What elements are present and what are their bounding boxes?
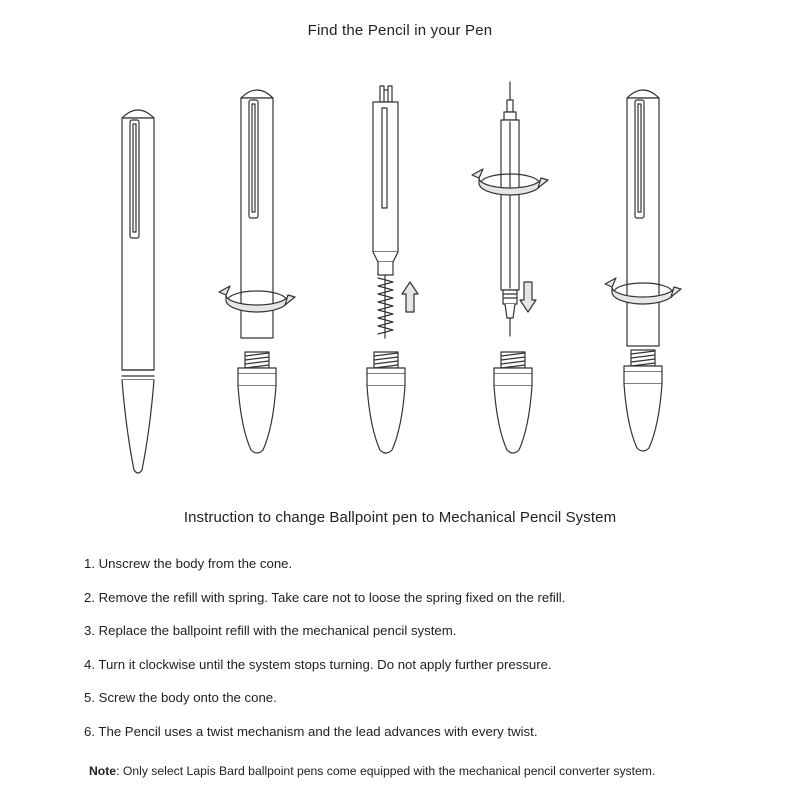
instructions-title: Instruction to change Ballpoint pen to Mechanical Pencil System [183,509,617,526]
note-label: Note [89,764,117,778]
pen-assembled [122,110,154,473]
instruction-step: 1. Unscrew the body from the cone. [84,556,293,571]
note-text: : Only select Lapis Bard ballpoint pens come equipped with the mechanical pencil converter system. [116,764,656,778]
instruction-step: 6. The Pencil uses a twist mechanism and the lead advances with every twist. [84,723,538,739]
instruction-step: 5. Screw the body onto the cone. [84,690,277,706]
page-title: Find the Pencil in your Pen [307,22,493,39]
instruction-steps [84,555,565,757]
pen-unscrew [219,90,295,453]
mechanical-pencil-system [472,82,548,453]
note [89,764,655,778]
instruction-step: 3. Replace the ballpoint refill with the mechanical pencil system. [84,623,457,639]
arrow-down-icon [520,282,536,312]
instruction-step: 2. Remove the refill with spring. Take care not to loose the spring fixed on the refill. [84,589,566,605]
refill-with-spring [367,86,418,453]
pen-reassemble [605,90,681,451]
instruction-step: 4. Turn it clockwise until the system stops turning. Do not apply further pressure. [84,656,552,672]
arrow-up-icon [402,282,418,312]
